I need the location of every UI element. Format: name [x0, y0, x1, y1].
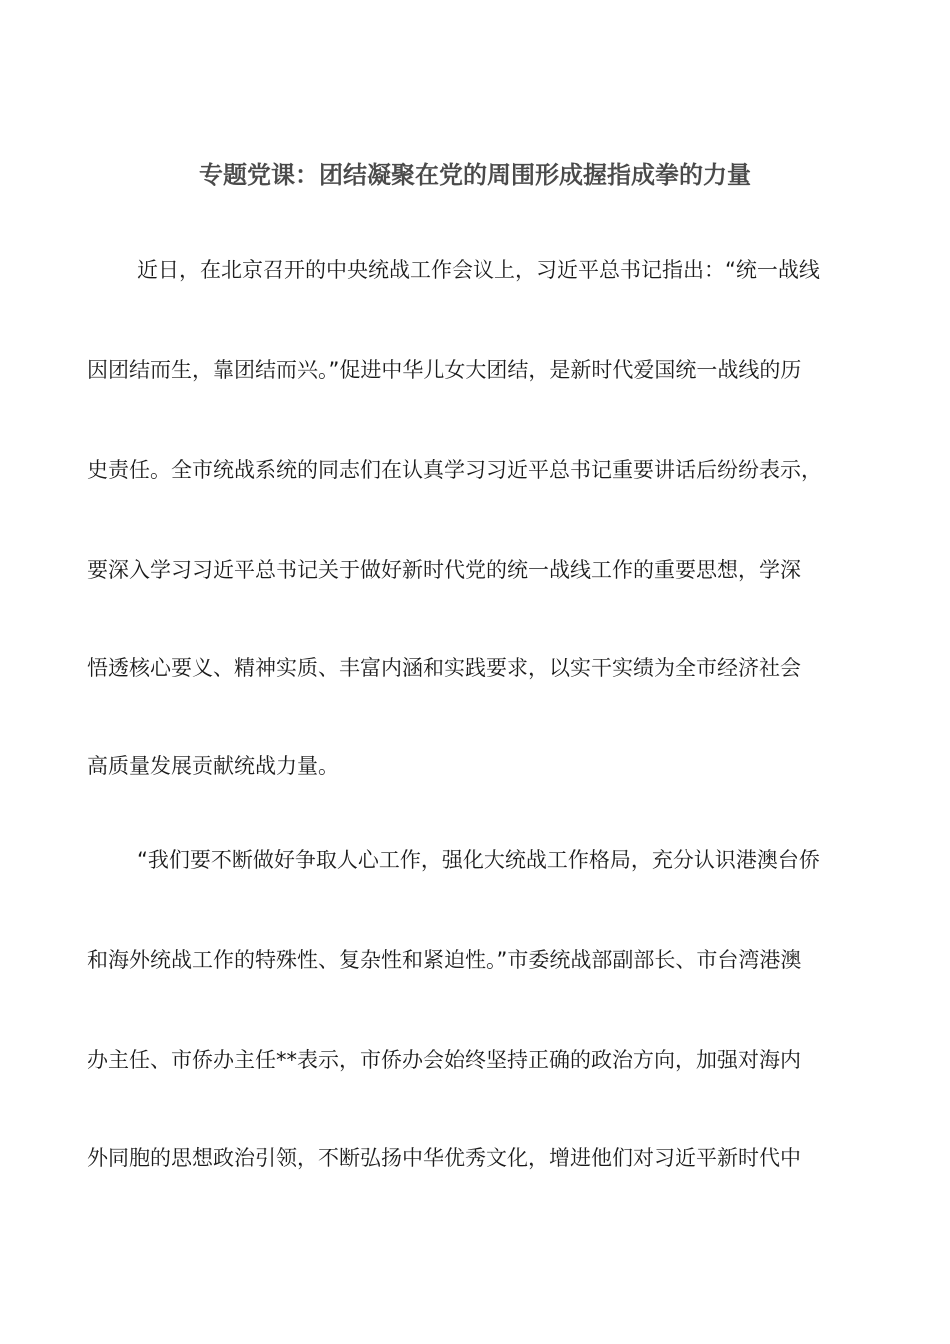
paragraph-1-line-6: 高质量发展贡献统战力量。: [87, 754, 339, 778]
paragraph-2-line-1: “我们要不断做好争取人心工作，强化大统战工作格局，充分认识港澳台侨: [137, 848, 820, 872]
paragraph-2-line-2: 和海外统战工作的特殊性、复杂性和紧迫性。”市委统战部副部长、市台湾港澳: [87, 948, 802, 972]
paragraph-1-line-5: 悟透核心要义、精神实质、丰富内涵和实践要求，以实干实绩为全市经济社会: [87, 656, 801, 680]
paragraph-1-line-3: 史责任。全市统战系统的同志们在认真学习习近平总书记重要讲话后纷纷表示，: [87, 458, 822, 482]
paragraph-1-line-2: 因团结而生，靠团结而兴。”促进中华儿女大团结，是新时代爱国统一战线的历: [87, 358, 802, 382]
paragraph-2-line-3: 办主任、市侨办主任**表示，市侨办会始终坚持正确的政治方向，加强对海内: [87, 1048, 801, 1072]
paragraph-2-line-4: 外同胞的思想政治引领，不断弘扬中华优秀文化，增进他们对习近平新时代中: [87, 1146, 801, 1170]
paragraph-1-line-4: 要深入学习习近平总书记关于做好新时代党的统一战线工作的重要思想，学深: [87, 558, 801, 582]
paragraph-1-line-1: 近日，在北京召开的中央统战工作会议上，习近平总书记指出：“统一战线: [137, 258, 820, 282]
document-title: 专题党课：团结凝聚在党的周围形成握指成拳的力量: [199, 161, 751, 189]
